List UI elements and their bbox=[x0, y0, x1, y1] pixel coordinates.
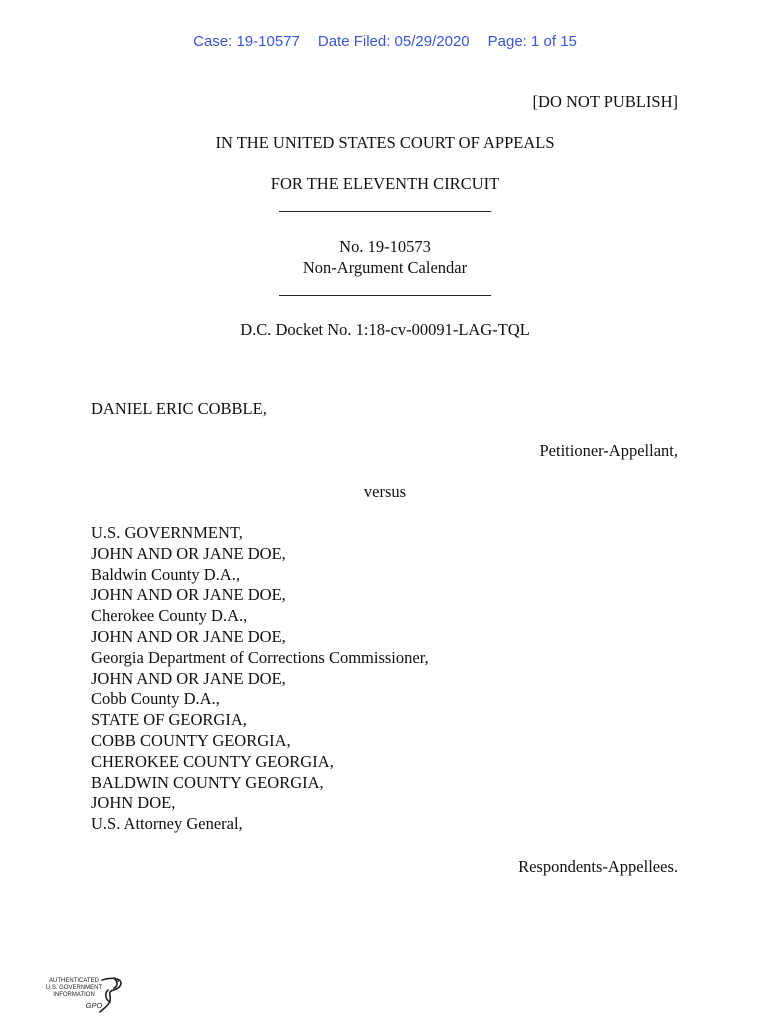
respondent-item: Baldwin County D.A., bbox=[91, 564, 240, 584]
respondent-item: JOHN AND OR JANE DOE, bbox=[91, 668, 286, 688]
eagle-icon bbox=[100, 978, 121, 1012]
respondent-item: Cobb County D.A., bbox=[91, 689, 220, 709]
respondent-item: JOHN AND OR JANE DOE, bbox=[91, 585, 286, 605]
gpo-authentication-logo bbox=[44, 974, 128, 1014]
logo-text-line-3: INFORMATION bbox=[53, 992, 95, 998]
court-title: IN THE UNITED STATES COURT OF APPEALS bbox=[215, 133, 555, 152]
versus-label: versus bbox=[363, 482, 407, 501]
case-number-header: Case: 19-10577 bbox=[193, 33, 300, 50]
logo-text-line-1: AUTHENTICATED bbox=[49, 978, 99, 984]
respondent-item: JOHN AND OR JANE DOE, bbox=[91, 543, 286, 563]
respondent-item: Cherokee County D.A., bbox=[91, 606, 248, 626]
calendar-type: Non-Argument Calendar bbox=[302, 258, 468, 277]
respondent-item: JOHN DOE, bbox=[91, 793, 176, 813]
respondent-item: BALDWIN COUNTY GEORGIA, bbox=[91, 772, 324, 792]
page-indicator: Page: 1 of 15 bbox=[487, 33, 577, 50]
respondents-role: Respondents-Appellees. bbox=[518, 857, 678, 876]
respondent-item: JOHN AND OR JANE DOE, bbox=[91, 626, 286, 646]
respondent-item: CHEROKEE COUNTY GEORGIA, bbox=[91, 751, 334, 771]
respondent-item: U.S. GOVERNMENT, bbox=[91, 523, 243, 542]
petitioner-name: DANIEL ERIC COBBLE, bbox=[91, 399, 267, 418]
logo-text-line-2: U.S. GOVERNMENT bbox=[45, 985, 103, 991]
respondent-item: COBB COUNTY GEORGIA, bbox=[91, 730, 291, 750]
publish-notice: [DO NOT PUBLISH] bbox=[532, 92, 678, 111]
district-docket: D.C. Docket No. 1:18-cv-00091-LAG-TQL bbox=[240, 320, 530, 339]
logo-gpo-mark: GPO bbox=[85, 1001, 103, 1010]
date-filed-header: Date Filed: 05/29/2020 bbox=[317, 33, 470, 50]
separator-rule-bottom bbox=[279, 295, 491, 296]
appeal-case-number: No. 19-10573 bbox=[339, 237, 431, 256]
filing-header bbox=[0, 33, 770, 50]
circuit-title: FOR THE ELEVENTH CIRCUIT bbox=[270, 174, 500, 193]
respondent-item: U.S. Attorney General, bbox=[91, 814, 243, 834]
petitioner-role: Petitioner-Appellant, bbox=[539, 441, 678, 460]
respondent-item: STATE OF GEORGIA, bbox=[91, 710, 247, 730]
respondents-list bbox=[91, 523, 429, 835]
respondent-item: Georgia Department of Corrections Commissioner, bbox=[91, 647, 429, 667]
separator-rule-top bbox=[279, 211, 491, 212]
